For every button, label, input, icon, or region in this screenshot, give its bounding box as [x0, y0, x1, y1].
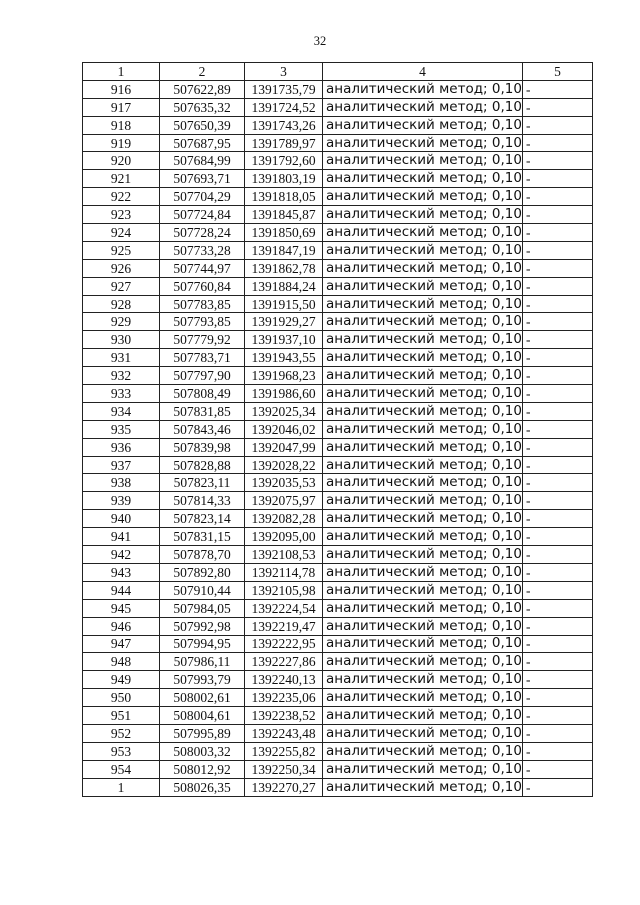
- table-row: [83, 206, 593, 224]
- point-number-cell: 953: [83, 742, 160, 760]
- table-row: [83, 563, 593, 581]
- table-row: [83, 456, 593, 474]
- method-cell: аналитический метод; 0,10: [323, 420, 523, 438]
- point-number-cell: 935: [83, 420, 160, 438]
- x-coordinate-cell: 507783,71: [160, 349, 245, 367]
- table-row: [83, 170, 593, 188]
- note-cell: -: [523, 224, 593, 242]
- y-coordinate-cell: 1391792,60: [245, 152, 323, 170]
- point-number-cell: 921: [83, 170, 160, 188]
- method-cell: аналитический метод; 0,10: [323, 116, 523, 134]
- point-number-cell: 920: [83, 152, 160, 170]
- table-row: [83, 116, 593, 134]
- column-header-2: 2: [160, 63, 245, 81]
- note-cell: -: [523, 689, 593, 707]
- y-coordinate-cell: 1392108,53: [245, 546, 323, 564]
- table-row: [83, 152, 593, 170]
- y-coordinate-cell: 1391735,79: [245, 80, 323, 98]
- x-coordinate-cell: 507693,71: [160, 170, 245, 188]
- table-row: [83, 224, 593, 242]
- y-coordinate-cell: 1391915,50: [245, 295, 323, 313]
- x-coordinate-cell: 507684,99: [160, 152, 245, 170]
- table-row: [83, 134, 593, 152]
- y-coordinate-cell: 1392028,22: [245, 456, 323, 474]
- point-number-cell: 925: [83, 241, 160, 259]
- table-row: [83, 188, 593, 206]
- note-cell: -: [523, 152, 593, 170]
- point-number-cell: 928: [83, 295, 160, 313]
- x-coordinate-cell: 507724,84: [160, 206, 245, 224]
- method-cell: аналитический метод; 0,10: [323, 385, 523, 403]
- point-number-cell: 948: [83, 653, 160, 671]
- method-cell: аналитический метод; 0,10: [323, 438, 523, 456]
- y-coordinate-cell: 1392255,82: [245, 742, 323, 760]
- table-row: [83, 671, 593, 689]
- note-cell: -: [523, 349, 593, 367]
- x-coordinate-cell: 507994,95: [160, 635, 245, 653]
- note-cell: -: [523, 170, 593, 188]
- note-cell: -: [523, 295, 593, 313]
- x-coordinate-cell: 507995,89: [160, 724, 245, 742]
- x-coordinate-cell: 508003,32: [160, 742, 245, 760]
- y-coordinate-cell: 1392270,27: [245, 778, 323, 796]
- method-cell: аналитический метод; 0,10: [323, 528, 523, 546]
- note-cell: -: [523, 510, 593, 528]
- method-cell: аналитический метод; 0,10: [323, 98, 523, 116]
- note-cell: -: [523, 80, 593, 98]
- table-row: [83, 474, 593, 492]
- point-number-cell: 937: [83, 456, 160, 474]
- point-number-cell: 929: [83, 313, 160, 331]
- y-coordinate-cell: 1391724,52: [245, 98, 323, 116]
- method-cell: аналитический метод; 0,10: [323, 259, 523, 277]
- table-row: [83, 349, 593, 367]
- note-cell: -: [523, 474, 593, 492]
- y-coordinate-cell: 1392105,98: [245, 581, 323, 599]
- method-cell: аналитический метод; 0,10: [323, 474, 523, 492]
- point-number-cell: 924: [83, 224, 160, 242]
- table-row: [83, 724, 593, 742]
- y-coordinate-cell: 1392025,34: [245, 402, 323, 420]
- point-number-cell: 934: [83, 402, 160, 420]
- table-row: [83, 367, 593, 385]
- x-coordinate-cell: 507744,97: [160, 259, 245, 277]
- method-cell: аналитический метод; 0,10: [323, 402, 523, 420]
- note-cell: -: [523, 188, 593, 206]
- x-coordinate-cell: 507760,84: [160, 277, 245, 295]
- table-row: [83, 653, 593, 671]
- table-body: [83, 80, 593, 796]
- note-cell: -: [523, 492, 593, 510]
- method-cell: аналитический метод; 0,10: [323, 546, 523, 564]
- method-cell: аналитический метод; 0,10: [323, 778, 523, 796]
- note-cell: -: [523, 259, 593, 277]
- y-coordinate-cell: 1392222,95: [245, 635, 323, 653]
- x-coordinate-cell: 507733,28: [160, 241, 245, 259]
- page-number: 32: [313, 34, 327, 48]
- x-coordinate-cell: 507828,88: [160, 456, 245, 474]
- note-cell: -: [523, 98, 593, 116]
- x-coordinate-cell: 507808,49: [160, 385, 245, 403]
- note-cell: -: [523, 420, 593, 438]
- point-number-cell: 946: [83, 617, 160, 635]
- y-coordinate-cell: 1391943,55: [245, 349, 323, 367]
- x-coordinate-cell: 507984,05: [160, 599, 245, 617]
- table-header-row: [83, 63, 593, 81]
- x-coordinate-cell: 507793,85: [160, 313, 245, 331]
- table-row: [83, 98, 593, 116]
- x-coordinate-cell: 507635,32: [160, 98, 245, 116]
- table-row: [83, 420, 593, 438]
- note-cell: -: [523, 617, 593, 635]
- method-cell: аналитический метод; 0,10: [323, 563, 523, 581]
- point-number-cell: 917: [83, 98, 160, 116]
- table-row: [83, 617, 593, 635]
- point-number-cell: 941: [83, 528, 160, 546]
- y-coordinate-cell: 1392082,28: [245, 510, 323, 528]
- x-coordinate-cell: 508026,35: [160, 778, 245, 796]
- method-cell: аналитический метод; 0,10: [323, 224, 523, 242]
- table-row: [83, 402, 593, 420]
- note-cell: -: [523, 760, 593, 778]
- method-cell: аналитический метод; 0,10: [323, 277, 523, 295]
- point-number-cell: 922: [83, 188, 160, 206]
- point-number-cell: 936: [83, 438, 160, 456]
- method-cell: аналитический метод; 0,10: [323, 295, 523, 313]
- x-coordinate-cell: 507831,15: [160, 528, 245, 546]
- method-cell: аналитический метод; 0,10: [323, 510, 523, 528]
- y-coordinate-cell: 1392095,00: [245, 528, 323, 546]
- point-number-cell: 949: [83, 671, 160, 689]
- note-cell: -: [523, 528, 593, 546]
- y-coordinate-cell: 1391818,05: [245, 188, 323, 206]
- table-row: [83, 510, 593, 528]
- note-cell: -: [523, 134, 593, 152]
- point-number-cell: 919: [83, 134, 160, 152]
- note-cell: -: [523, 331, 593, 349]
- x-coordinate-cell: 507831,85: [160, 402, 245, 420]
- point-number-cell: 923: [83, 206, 160, 224]
- y-coordinate-cell: 1392235,06: [245, 689, 323, 707]
- table-row: [83, 492, 593, 510]
- x-coordinate-cell: 507779,92: [160, 331, 245, 349]
- point-number-cell: 918: [83, 116, 160, 134]
- method-cell: аналитический метод; 0,10: [323, 134, 523, 152]
- y-coordinate-cell: 1392035,53: [245, 474, 323, 492]
- x-coordinate-cell: 507839,98: [160, 438, 245, 456]
- method-cell: аналитический метод; 0,10: [323, 599, 523, 617]
- note-cell: -: [523, 402, 593, 420]
- point-number-cell: 947: [83, 635, 160, 653]
- method-cell: аналитический метод; 0,10: [323, 80, 523, 98]
- point-number-cell: 939: [83, 492, 160, 510]
- table-row: [83, 295, 593, 313]
- method-cell: аналитический метод; 0,10: [323, 313, 523, 331]
- y-coordinate-cell: 1392047,99: [245, 438, 323, 456]
- note-cell: -: [523, 241, 593, 259]
- point-number-cell: 931: [83, 349, 160, 367]
- method-cell: аналитический метод; 0,10: [323, 331, 523, 349]
- point-number-cell: 950: [83, 689, 160, 707]
- column-header-3: 3: [245, 63, 323, 81]
- y-coordinate-cell: 1392046,02: [245, 420, 323, 438]
- y-coordinate-cell: 1391803,19: [245, 170, 323, 188]
- point-number-cell: 932: [83, 367, 160, 385]
- y-coordinate-cell: 1392219,47: [245, 617, 323, 635]
- y-coordinate-cell: 1392114,78: [245, 563, 323, 581]
- point-number-cell: 916: [83, 80, 160, 98]
- point-number-cell: 933: [83, 385, 160, 403]
- table-row: [83, 528, 593, 546]
- point-number-cell: 954: [83, 760, 160, 778]
- note-cell: -: [523, 671, 593, 689]
- method-cell: аналитический метод; 0,10: [323, 581, 523, 599]
- method-cell: аналитический метод; 0,10: [323, 707, 523, 725]
- x-coordinate-cell: 507728,24: [160, 224, 245, 242]
- note-cell: -: [523, 546, 593, 564]
- y-coordinate-cell: 1391968,23: [245, 367, 323, 385]
- note-cell: -: [523, 456, 593, 474]
- note-cell: -: [523, 367, 593, 385]
- x-coordinate-cell: 507650,39: [160, 116, 245, 134]
- point-number-cell: 951: [83, 707, 160, 725]
- point-number-cell: 945: [83, 599, 160, 617]
- y-coordinate-cell: 1392250,34: [245, 760, 323, 778]
- y-coordinate-cell: 1391789,97: [245, 134, 323, 152]
- x-coordinate-cell: 508002,61: [160, 689, 245, 707]
- note-cell: -: [523, 724, 593, 742]
- y-coordinate-cell: 1392227,86: [245, 653, 323, 671]
- y-coordinate-cell: 1391937,10: [245, 331, 323, 349]
- x-coordinate-cell: 507823,11: [160, 474, 245, 492]
- note-cell: -: [523, 277, 593, 295]
- method-cell: аналитический метод; 0,10: [323, 689, 523, 707]
- x-coordinate-cell: 507843,46: [160, 420, 245, 438]
- note-cell: -: [523, 742, 593, 760]
- column-header-5: 5: [523, 63, 593, 81]
- method-cell: аналитический метод; 0,10: [323, 617, 523, 635]
- table-row: [83, 241, 593, 259]
- note-cell: -: [523, 116, 593, 134]
- column-header-1: 1: [83, 63, 160, 81]
- point-number-cell: 938: [83, 474, 160, 492]
- x-coordinate-cell: 507622,89: [160, 80, 245, 98]
- note-cell: -: [523, 206, 593, 224]
- x-coordinate-cell: 507687,95: [160, 134, 245, 152]
- method-cell: аналитический метод; 0,10: [323, 206, 523, 224]
- note-cell: -: [523, 563, 593, 581]
- method-cell: аналитический метод; 0,10: [323, 349, 523, 367]
- x-coordinate-cell: 507704,29: [160, 188, 245, 206]
- y-coordinate-cell: 1391884,24: [245, 277, 323, 295]
- method-cell: аналитический метод; 0,10: [323, 152, 523, 170]
- y-coordinate-cell: 1391986,60: [245, 385, 323, 403]
- x-coordinate-cell: 507892,80: [160, 563, 245, 581]
- y-coordinate-cell: 1391847,19: [245, 241, 323, 259]
- y-coordinate-cell: 1391743,26: [245, 116, 323, 134]
- table-row: [83, 546, 593, 564]
- note-cell: -: [523, 707, 593, 725]
- note-cell: -: [523, 635, 593, 653]
- y-coordinate-cell: 1392075,97: [245, 492, 323, 510]
- method-cell: аналитический метод; 0,10: [323, 188, 523, 206]
- method-cell: аналитический метод; 0,10: [323, 367, 523, 385]
- y-coordinate-cell: 1392240,13: [245, 671, 323, 689]
- method-cell: аналитический метод; 0,10: [323, 653, 523, 671]
- x-coordinate-cell: 507814,33: [160, 492, 245, 510]
- point-number-cell: 940: [83, 510, 160, 528]
- note-cell: -: [523, 653, 593, 671]
- method-cell: аналитический метод; 0,10: [323, 492, 523, 510]
- y-coordinate-cell: 1392238,52: [245, 707, 323, 725]
- table-row: [83, 438, 593, 456]
- note-cell: -: [523, 313, 593, 331]
- method-cell: аналитический метод; 0,10: [323, 724, 523, 742]
- x-coordinate-cell: 508004,61: [160, 707, 245, 725]
- x-coordinate-cell: 507797,90: [160, 367, 245, 385]
- point-number-cell: 1: [83, 778, 160, 796]
- note-cell: -: [523, 438, 593, 456]
- table-row: [83, 331, 593, 349]
- method-cell: аналитический метод; 0,10: [323, 170, 523, 188]
- table-row: [83, 760, 593, 778]
- x-coordinate-cell: 507986,11: [160, 653, 245, 671]
- x-coordinate-cell: 508012,92: [160, 760, 245, 778]
- method-cell: аналитический метод; 0,10: [323, 760, 523, 778]
- table-row: [83, 385, 593, 403]
- table-row: [83, 635, 593, 653]
- y-coordinate-cell: 1391929,27: [245, 313, 323, 331]
- x-coordinate-cell: 507783,85: [160, 295, 245, 313]
- y-coordinate-cell: 1392224,54: [245, 599, 323, 617]
- point-number-cell: 944: [83, 581, 160, 599]
- y-coordinate-cell: 1391845,87: [245, 206, 323, 224]
- coordinates-table: [82, 62, 593, 797]
- point-number-cell: 952: [83, 724, 160, 742]
- note-cell: -: [523, 599, 593, 617]
- point-number-cell: 942: [83, 546, 160, 564]
- table-row: [83, 707, 593, 725]
- y-coordinate-cell: 1392243,48: [245, 724, 323, 742]
- method-cell: аналитический метод; 0,10: [323, 671, 523, 689]
- x-coordinate-cell: 507878,70: [160, 546, 245, 564]
- note-cell: -: [523, 778, 593, 796]
- table-row: [83, 80, 593, 98]
- point-number-cell: 926: [83, 259, 160, 277]
- point-number-cell: 930: [83, 331, 160, 349]
- method-cell: аналитический метод; 0,10: [323, 241, 523, 259]
- x-coordinate-cell: 507993,79: [160, 671, 245, 689]
- note-cell: -: [523, 385, 593, 403]
- point-number-cell: 943: [83, 563, 160, 581]
- table-row: [83, 259, 593, 277]
- table-row: [83, 313, 593, 331]
- table-row: [83, 581, 593, 599]
- method-cell: аналитический метод; 0,10: [323, 742, 523, 760]
- x-coordinate-cell: 507992,98: [160, 617, 245, 635]
- method-cell: аналитический метод; 0,10: [323, 635, 523, 653]
- y-coordinate-cell: 1391862,78: [245, 259, 323, 277]
- point-number-cell: 927: [83, 277, 160, 295]
- table-row: [83, 689, 593, 707]
- y-coordinate-cell: 1391850,69: [245, 224, 323, 242]
- x-coordinate-cell: 507823,14: [160, 510, 245, 528]
- table-row: [83, 778, 593, 796]
- method-cell: аналитический метод; 0,10: [323, 456, 523, 474]
- column-header-4: 4: [323, 63, 523, 81]
- table-row: [83, 742, 593, 760]
- note-cell: -: [523, 581, 593, 599]
- table-row: [83, 277, 593, 295]
- x-coordinate-cell: 507910,44: [160, 581, 245, 599]
- table-row: [83, 599, 593, 617]
